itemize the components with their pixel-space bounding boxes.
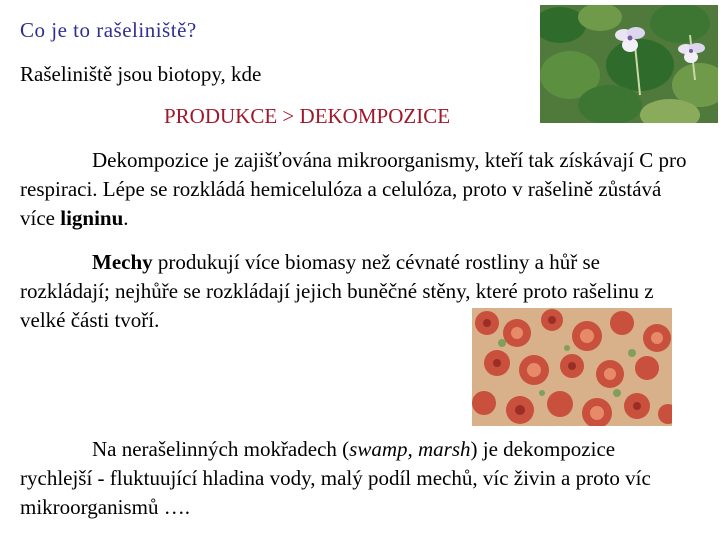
italic-term: swamp, marsh xyxy=(349,437,471,461)
bold-term: Mechy xyxy=(92,250,153,274)
paragraph-text: Na nerašelinných mokřadech ( xyxy=(92,437,350,461)
paragraph-text: Dekompozice je zajišťována mikroorganismy, kteří tak získávají C pro respiraci. Lépe se rozkládá hemicelulóza a celulóza, proto v rašelině zůstává více xyxy=(20,148,687,230)
highlight-statement: PRODUKCE > DEKOMPOZICE xyxy=(164,104,451,128)
paragraph-wetlands xyxy=(20,435,688,522)
paragraph-decomposition xyxy=(20,146,688,233)
slide-title: Co je to rašeliniště? xyxy=(20,18,197,42)
bold-term: ligninu xyxy=(60,206,124,230)
intro-text: Rašeliniště jsou biotopy, kde xyxy=(20,62,262,86)
sphagnum-moss-photo xyxy=(472,308,672,426)
paragraph-text: produkují více biomasy než cévnaté rostliny a hůř se rozkládají; nejhůře se rozkládají jejich buněčné stěny, které proto rašelinu z velké části tvoří. xyxy=(20,250,654,332)
paragraph-text: ) je dekompozice rychlejší - fluktuující hladina vody, malý podíl mechů, víc živin a proto víc mikroorganismů …. xyxy=(20,437,651,519)
paragraph-end: . xyxy=(123,206,129,230)
violet-plant-photo xyxy=(540,5,718,123)
